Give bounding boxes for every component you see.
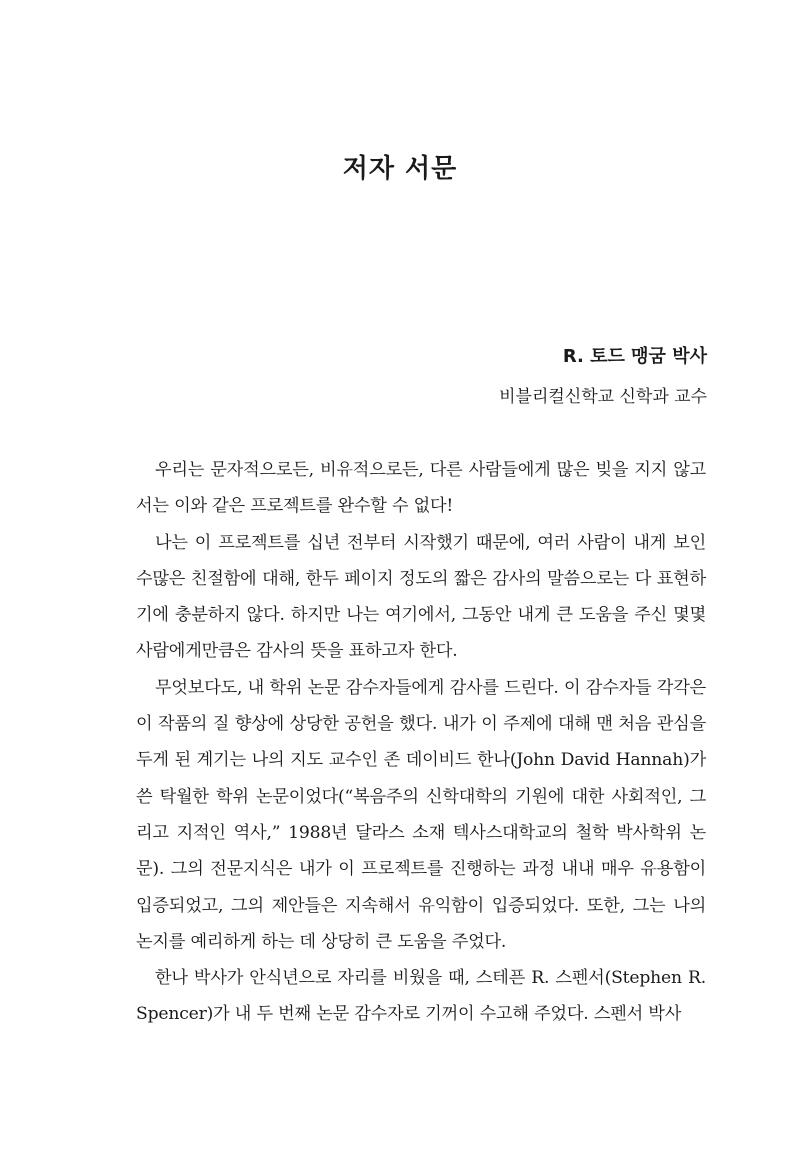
author-name: R. 토드 맹굼 박사 (562, 346, 707, 367)
author-block (499, 344, 707, 410)
paragraph: 나는 이 프로젝트를 십년 전부터 시작했기 때문에, 여러 사람이 내게 보인 수많은 친절함에 대해, 한두 페이지 정도의 짧은 감사의 말씀으로는 다 표현하기에 충분하지 않다. 하지만 나는 여기에서, 그동안 내게 큰 도움을 주신 몇몇 사람에게만큼은 감사의 뜻을 표하고자 한다. (136, 532, 706, 662)
author-affiliation: 비블리컬신학교 신학과 교수 (499, 387, 707, 407)
paragraph: 우리는 문자적으로든, 비유적으로든, 다른 사람들에게 많은 빚을 지지 않고서는 이와 같은 프로젝트를 완수할 수 없다! (136, 460, 706, 517)
paragraph: 한나 박사가 안식년으로 자리를 비웠을 때, 스테픈 R. 스펜서(Stephen R. Spencer)가 내 두 번째 논문 감수자로 기꺼이 수고해 주었다. 스펜서 박사 (136, 968, 706, 1025)
paragraph: 무엇보다도, 내 학위 논문 감수자들에게 감사를 드린다. 이 감수자들 각각은 이 작품의 질 향상에 상당한 공헌을 했다. 내가 이 주제에 대해 맨 처음 관심을 두게 된 계기는 나의 지도 교수인 존 데이비드 한나(John David Hannah)가 쓴 탁월한 학위 논문이었다(“복음주의 신학대학의 기원에 대한 사회적인, 그리고 지적인 역사,” 1988년 달라스 소재 텍사스대학교의 철학 박사학위 논문). 그의 전문지식은 내가 이 프로젝트를 진행하는 과정 내내 매우 유용함이 입증되었고, 그의 제안들은 지속해서 유익함이 입증되었다. 또한, 그는 나의 논지를 예리하게 하는 데 상당히 큰 도움을 주었다. (136, 677, 706, 952)
chapter-title: 저자 서문 (342, 154, 458, 184)
body-text (136, 452, 706, 1033)
